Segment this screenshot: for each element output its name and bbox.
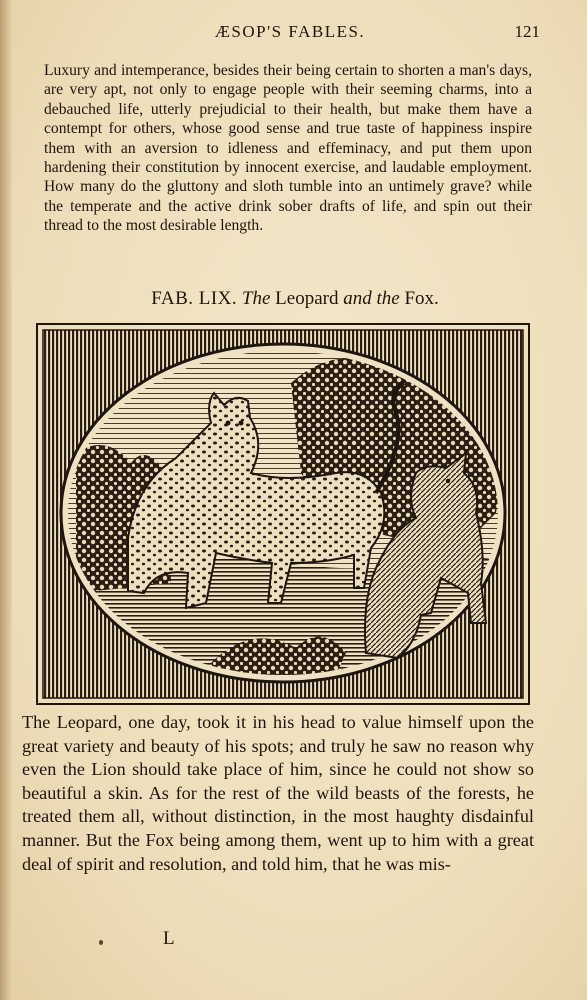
fable-title-the: The <box>241 288 271 309</box>
ink-speck <box>99 940 103 945</box>
moral-paragraph: Luxury and intemperance, besides their being certain to shorten a man's days, are very apt, not only to engage people with their seeming charms, into a debauched life, utterly prejudicial to their health, but make them have a contempt for others, whose good sense and true taste of happiness inspire them with an aversion to idleness and effeminacy, and put them upon hardening their constitution by innocent exercise, and laudable employment. How many do the gluttony and sloth tumble into an untimely grave? while the temperate and the active drink sober drafts of life, and spin out their thread to the most desirable length. <box>44 62 532 235</box>
book-title: ÆSOP'S FABLES. <box>214 22 366 41</box>
running-head <box>40 22 540 46</box>
fable-paragraph: The Leopard, one day, took it in his head to value himself upon the great variety and beauty of his spots; and truly he saw no reason why even the Lion should take place of him, since he could not show so beautiful a skin. As for the rest of the wild beasts of the forests, he treated them all, without distinction, in the most haughty disdainful manner. But the Fox being among them, went up to him with a great deal of spirit and resolution, and told him, that he was mis- <box>22 712 534 874</box>
page-gutter-shadow <box>0 0 12 1000</box>
fable-number: FAB. LIX. <box>151 288 238 309</box>
fable-title-leopard: Leopard <box>275 288 339 309</box>
fable-heading <box>40 288 550 310</box>
fable-title-and-the: and the <box>343 288 400 309</box>
fable-title-fox: Fox. <box>404 288 439 309</box>
page-number: 121 <box>514 22 540 41</box>
signature-mark: L <box>163 928 175 949</box>
woodcut-illustration <box>36 323 530 705</box>
